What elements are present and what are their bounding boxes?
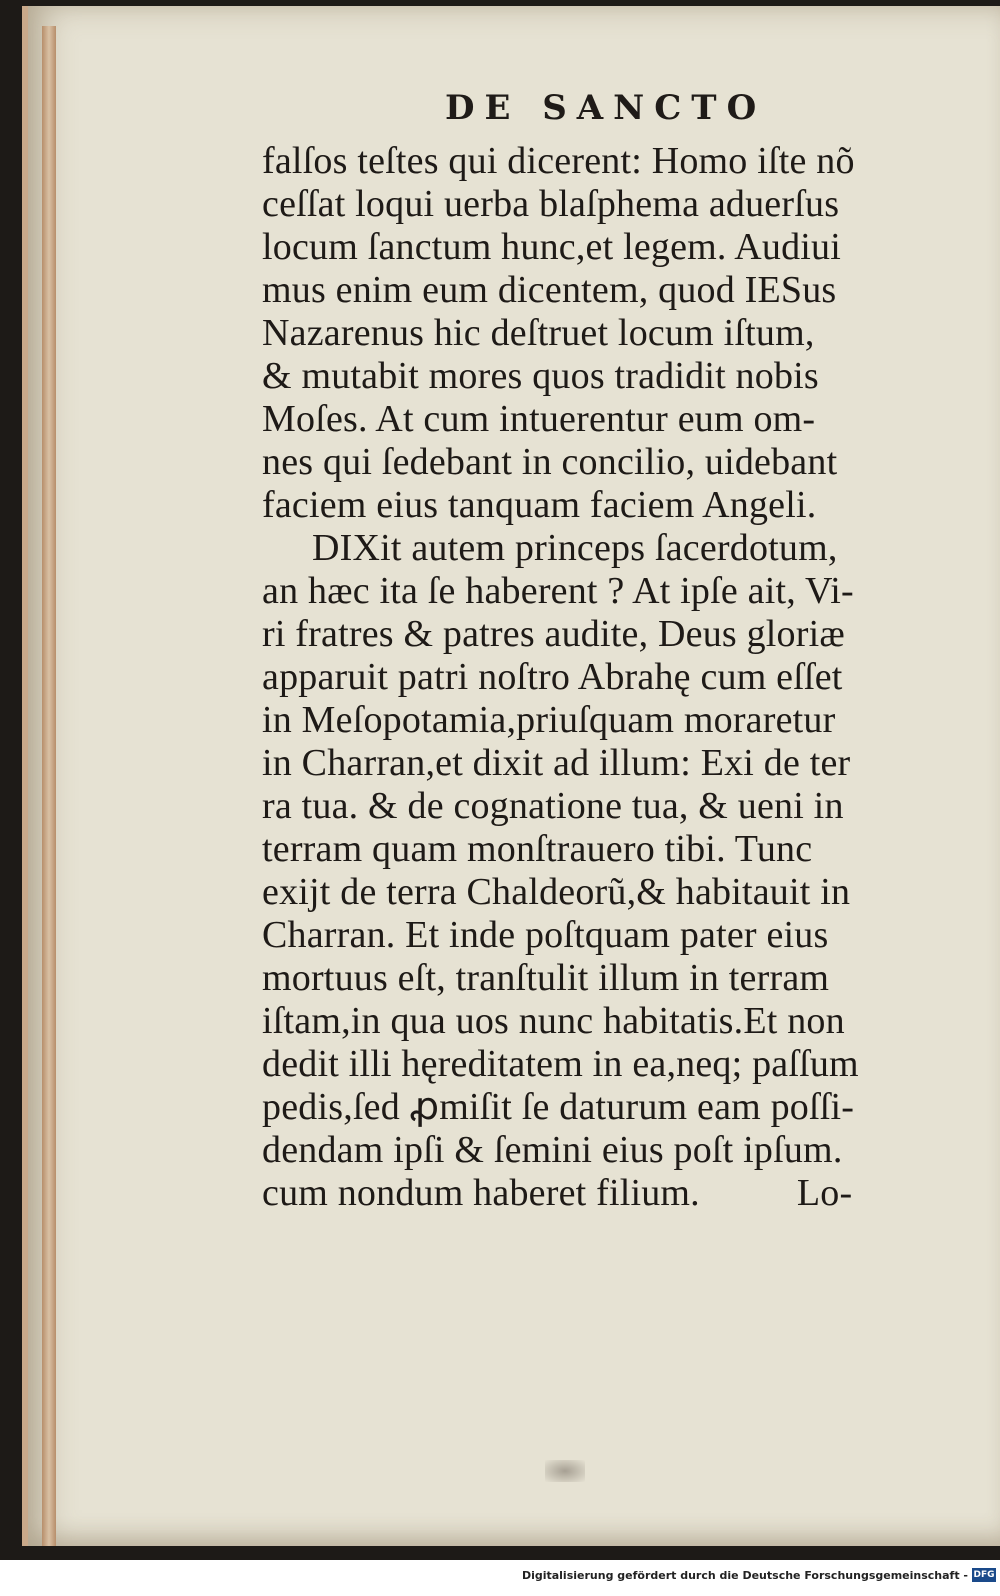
funding-credit: Digitalisierung gefördert durch die Deutsche Forschungsgemeinschaft - xyxy=(521,1569,968,1582)
text-line: mus enim eum dicentem, quod IESus xyxy=(262,269,837,311)
paragraph-start-line: DIXit autem princeps ſacerdotum, xyxy=(312,527,838,569)
text-line: cum nondum haberet filium. Lo- xyxy=(262,1172,853,1214)
text-line: in Charran,et dixit ad illum: Exi de ter xyxy=(262,742,851,784)
text-line: Moſes. At cum intuerentur eum om- xyxy=(262,398,816,440)
text-line: falſos teſtes qui dicerent: Homo iſte nõ xyxy=(262,140,855,182)
text-line: dedit illi hęreditatem in ea,neq; paſſum xyxy=(262,1043,859,1085)
text-line: ra tua. & de cognatione tua, & ueni in xyxy=(262,785,844,827)
text-line: iſtam,in qua uos nunc habitatis.Et non xyxy=(262,1000,845,1042)
text-line: ceſſat loqui uerba blaſphema aduerſus xyxy=(262,183,840,225)
text-line: Charran. Et inde poſtquam pater eius xyxy=(262,914,829,956)
text-line: faciem eius tanquam faciem Angeli. xyxy=(262,484,817,526)
text-line: nes qui ſedebant in concilio, uidebant xyxy=(262,441,838,483)
text-line: exijt de terra Chaldeorũ,& habitauit in xyxy=(262,871,851,913)
text-line: an hæc ita ſe haberent ? At ipſe ait, Vi- xyxy=(262,570,854,612)
text-line: & mutabit mores quos tradidit nobis xyxy=(262,355,819,397)
text-line: locum ſanctum hunc,et legem. Audiui xyxy=(262,226,841,268)
text-line: mortuus eſt, tranſtulit illum in terram xyxy=(262,957,830,999)
text-block xyxy=(262,140,962,1215)
text-line: in Meſopotamia,priuſquam moraretur xyxy=(262,699,836,741)
text-line: Nazarenus hic deſtruet locum iſtum, xyxy=(262,312,815,354)
text-line: terram quam monſtrauero tibi. Tunc xyxy=(262,828,813,870)
dfg-logo: DFG xyxy=(973,1570,995,1580)
running-header: DE SANCTO xyxy=(445,88,767,128)
footer-bar xyxy=(0,1560,1000,1596)
page-edge-stack xyxy=(42,26,56,1546)
text-line: ri fratres & patres audite, Deus gloriæ xyxy=(262,613,845,655)
text-line: apparuit patri noſtro Abrahę cum eſſet xyxy=(262,656,843,698)
ink-smudge xyxy=(545,1460,585,1482)
text-line: dendam ipſi & ſemini eius poſt ipſum. xyxy=(262,1129,843,1171)
text-line: pedis,ſed ꝓmiſit ſe daturum eam poſſi- xyxy=(262,1086,855,1128)
